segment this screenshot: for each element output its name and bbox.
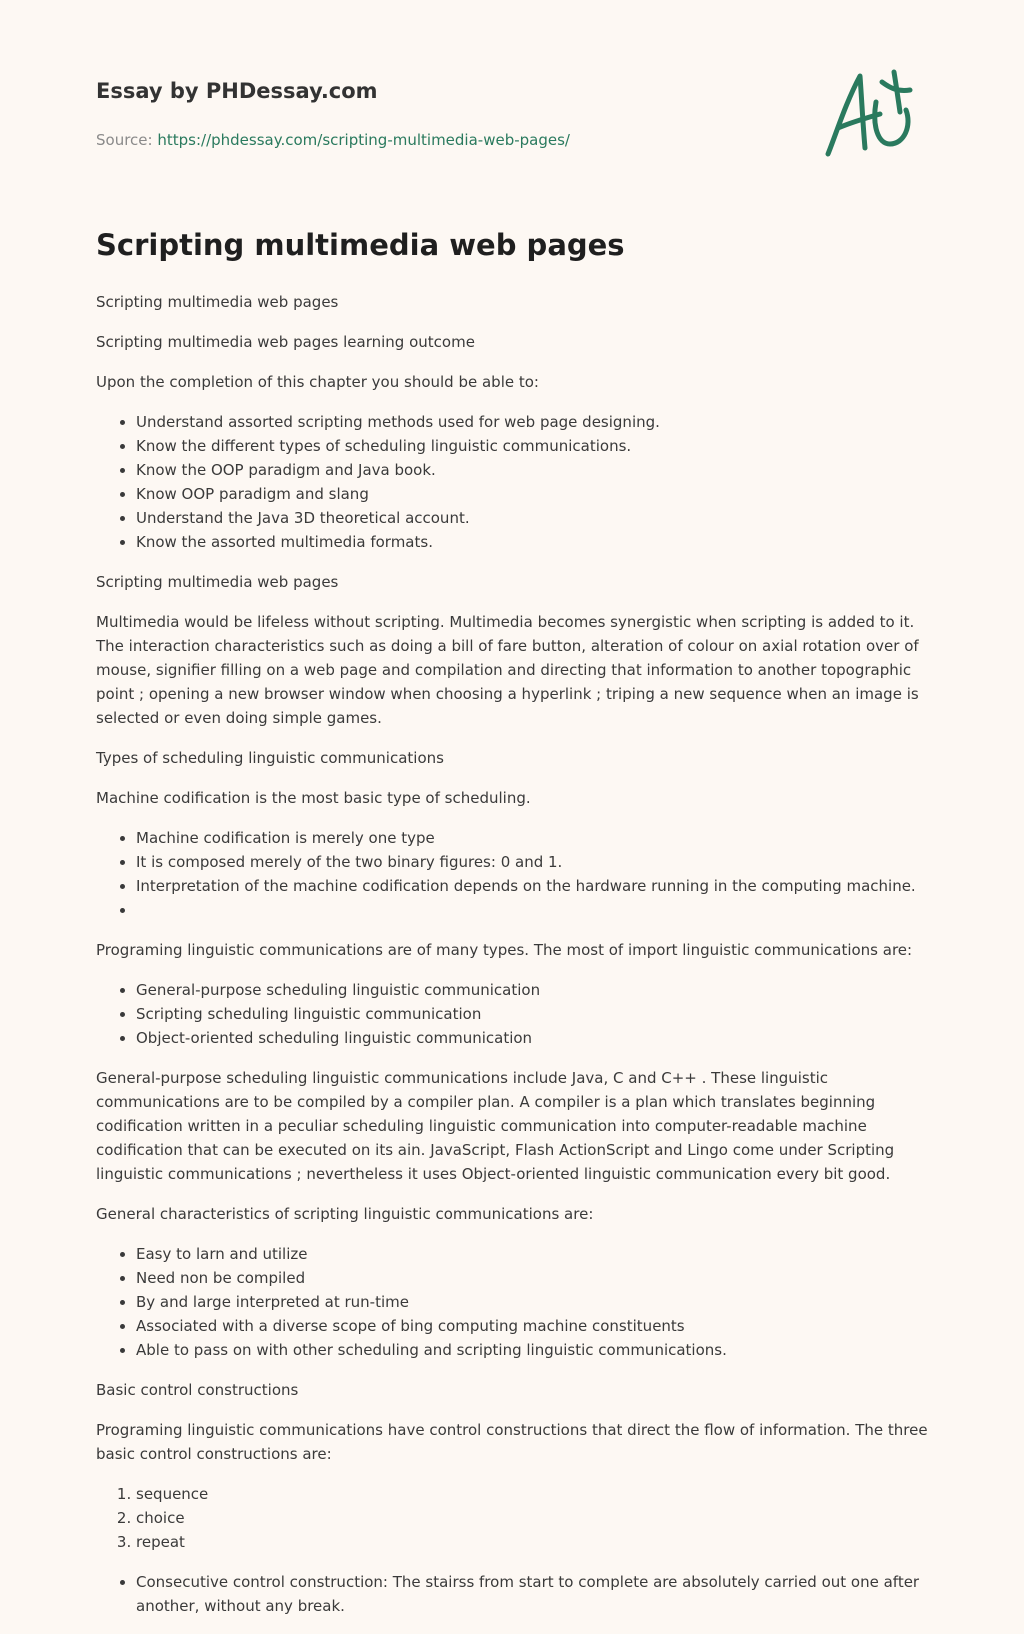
- list-item: [136, 898, 934, 922]
- list-item: • Understand the Java 3D theoretical account.: [136, 506, 934, 530]
- list-item: 2. choice: [136, 1506, 934, 1530]
- paragraph: Scripting multimedia web pages learning outcome: [96, 333, 475, 351]
- paragraph: Types of scheduling linguistic communications: [96, 749, 444, 767]
- list-item: • It is composed merely of the two binary figures: 0 and 1.: [136, 850, 934, 874]
- list-item: • Object-oriented scheduling linguistic communication: [136, 1026, 934, 1050]
- list-item: • By and large interpreted at run-time: [136, 1290, 934, 1314]
- list-item: • Know the OOP paradigm and Java book.: [136, 458, 934, 482]
- construction-details-list: [96, 1570, 934, 1618]
- list-item: 1. sequence: [136, 1482, 934, 1506]
- list-item: • Machine codification is merely one type: [136, 826, 934, 850]
- list-item: • Able to pass on with other scheduling and scripting linguistic communications.: [136, 1338, 934, 1362]
- list-item: • Understand assorted scripting methods used for web page designing.: [136, 410, 934, 434]
- paragraph: Scripting multimedia web pages: [96, 573, 339, 591]
- list-item: • Know the different types of scheduling linguistic communications.: [136, 434, 934, 458]
- control-constructions-list: [96, 1482, 934, 1554]
- paragraph: General-purpose scheduling linguistic communications include Java, C and C++ . These linguistic communications are to be compiled by a compiler plan. A compiler is a plan which translates beginning codification written in a peculiar scheduling linguistic communication into computer-readable machine codification that can be executed on its ain. JavaScript, Flash ActionScript and Lingo come under Scripting linguistic communications ; nevertheless it uses Object-oriented linguistic communication every bit good.: [96, 1069, 895, 1183]
- list-item: 3. repeat: [136, 1530, 934, 1554]
- paragraph: Programing linguistic communications have control constructions that direct the flow of information. The three basic control constructions are:: [96, 1421, 928, 1463]
- paragraph: Multimedia would be lifeless without scripting. Multimedia becomes synergistic when scripting is added to it. The interaction characteristics such as doing a bill of fare button, alteration of colour on axial rotation over of mouse, signifier filling on a web page and compilation and directing that information to another topographic point ; opening a new browser window when choosing a hyperlink ; triping a new sequence when an image is selected or even doing simple games.: [96, 613, 919, 727]
- list-item: • Easy to larn and utilize: [136, 1242, 934, 1266]
- machine-code-list: [96, 826, 934, 922]
- a-plus-grade-icon: [818, 68, 928, 168]
- paragraph: Programing linguistic communications are of many types. The most of import linguistic communications are:: [96, 941, 913, 959]
- paragraph: General characteristics of scripting linguistic communications are:: [96, 1205, 594, 1223]
- list-item: • Consecutive control construction: The stairss from start to complete are absolutely carried out one after another, without any break.: [136, 1570, 934, 1618]
- article: [96, 222, 934, 1634]
- paragraph: Upon the completion of this chapter you should be able to:: [96, 373, 539, 391]
- paragraph: Machine codification is the most basic type of scheduling.: [96, 789, 531, 807]
- list-item: • Need non be compiled: [136, 1266, 934, 1290]
- source-line: [96, 130, 796, 150]
- learning-outcomes-list: [96, 410, 934, 554]
- list-item: • Scripting scheduling linguistic communication: [136, 1002, 934, 1026]
- source-label: Source:: [96, 131, 153, 149]
- scripting-characteristics-list: [96, 1242, 934, 1362]
- list-item: • General-purpose scheduling linguistic communication: [136, 978, 934, 1002]
- list-item: • Interpretation of the machine codification depends on the hardware running in the computing machine.: [136, 874, 934, 898]
- list-item: • Associated with a diverse scope of bing computing machine constituents: [136, 1314, 934, 1338]
- header: [96, 72, 796, 150]
- paragraph: Scripting multimedia web pages: [96, 293, 339, 311]
- paragraph: Basic control constructions: [96, 1381, 299, 1399]
- list-item: • Know OOP paradigm and slang: [136, 482, 934, 506]
- language-types-list: [96, 978, 934, 1050]
- site-brand: Essay by PHDessay.com: [96, 79, 378, 103]
- list-item: • Know the assorted multimedia formats.: [136, 530, 934, 554]
- source-link[interactable]: https://phdessay.com/scripting-multimedia-web-pages/: [157, 131, 570, 149]
- article-title: Scripting multimedia web pages: [96, 228, 625, 262]
